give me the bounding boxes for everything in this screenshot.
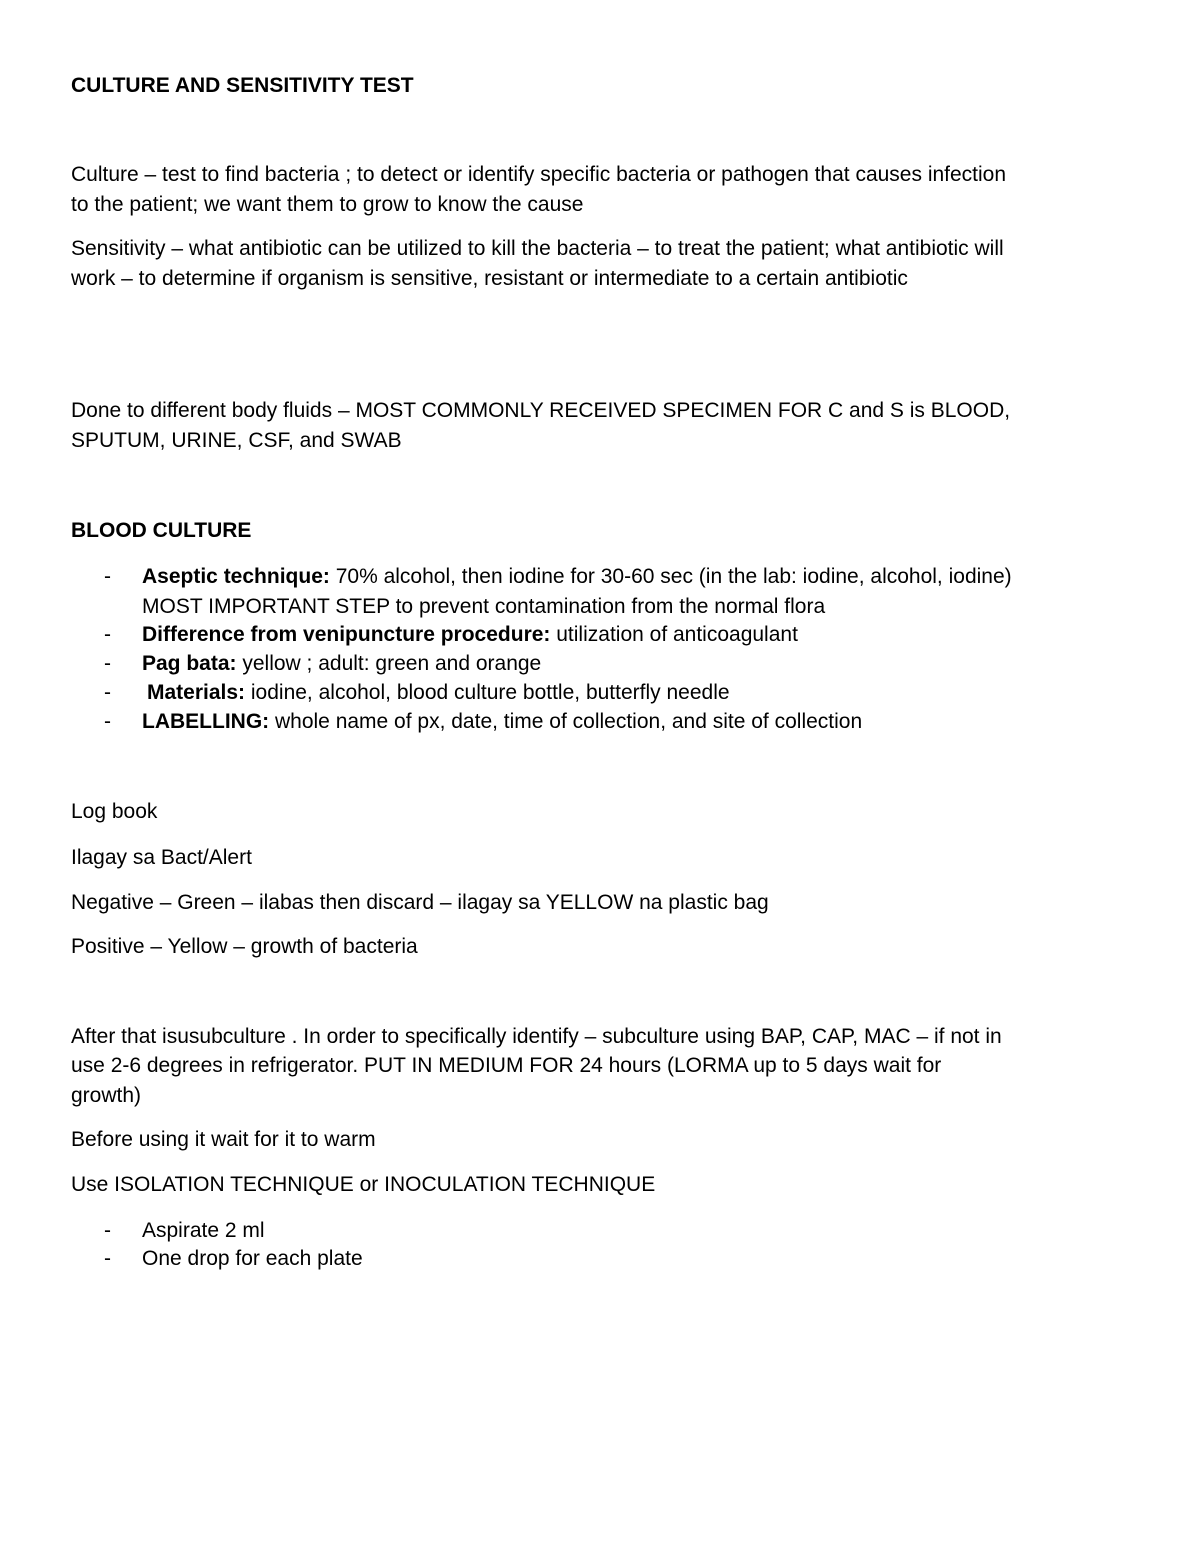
subculture-line-1: After that isusubculture . In order to specifically identify – subculture using BAP, CAP, MAC – if not in xyxy=(71,1025,1002,1048)
list-dash: - xyxy=(104,681,111,704)
list-dash: - xyxy=(104,1247,111,1270)
subculture-line-3: growth) xyxy=(71,1084,142,1107)
list-dash: - xyxy=(104,623,111,646)
item-continuation-text: MOST IMPORTANT STEP to prevent contamination from the normal flora xyxy=(142,595,826,618)
list-dash: - xyxy=(104,1219,111,1242)
culture-definition-line-1: Culture – test to find bacteria ; to detect or identify specific bacteria or pathogen that causes infection xyxy=(71,163,1007,186)
item-text: iodine, alcohol, blood culture bottle, butterfly needle xyxy=(245,681,730,704)
step-text: Aspirate 2 ml xyxy=(142,1219,265,1242)
technique-text: Use ISOLATION TECHNIQUE or INOCULATION TECHNIQUE xyxy=(71,1173,656,1196)
specimens-line-2: SPUTUM, URINE, CSF, and SWAB xyxy=(71,429,402,452)
log-book-text: Log book xyxy=(71,800,158,823)
item-text: 70% alcohol, then iodine for 30-60 sec (in the lab: iodine, alcohol, iodine) xyxy=(329,565,1012,588)
warm-instruction-text: Before using it wait for it to warm xyxy=(71,1128,376,1151)
item-label: Difference from venipuncture procedure: xyxy=(142,623,551,646)
item-text: utilization of anticoagulant xyxy=(550,623,798,646)
list-dash: - xyxy=(104,565,111,588)
specimens-line-1: Done to different body fluids – MOST COMMONLY RECEIVED SPECIMEN FOR C and S is BLOOD, xyxy=(71,399,1011,422)
positive-result-text: Positive – Yellow – growth of bacteria xyxy=(71,935,418,958)
item-label: LABELLING: xyxy=(142,710,270,733)
list-dash: - xyxy=(104,710,111,733)
item-label: Pag bata: xyxy=(142,652,237,675)
blood-culture-heading: BLOOD CULTURE xyxy=(71,519,252,542)
document-title: CULTURE AND SENSITIVITY TEST xyxy=(71,74,414,97)
list-dash: - xyxy=(104,652,111,675)
subculture-line-2: use 2-6 degrees in refrigerator. PUT IN MEDIUM FOR 24 hours (LORMA up to 5 days wait for xyxy=(71,1054,942,1077)
item-text: yellow ; adult: green and orange xyxy=(236,652,542,675)
sensitivity-definition-line-2: work – to determine if organism is sensitive, resistant or intermediate to a certain antibiotic xyxy=(71,267,908,290)
culture-definition-line-2: to the patient; we want them to grow to know the cause xyxy=(71,193,584,216)
sensitivity-definition-line-1: Sensitivity – what antibiotic can be utilized to kill the bacteria – to treat the patient; what antibiotic will xyxy=(71,237,1004,260)
step-text: One drop for each plate xyxy=(142,1247,363,1270)
item-label: Materials: xyxy=(147,681,246,704)
bact-alert-text: Ilagay sa Bact/Alert xyxy=(71,846,252,869)
item-label: Aseptic technique: xyxy=(142,565,330,588)
negative-result-text: Negative – Green – ilabas then discard – ilagay sa YELLOW na plastic bag xyxy=(71,891,769,914)
item-text: whole name of px, date, time of collection, and site of collection xyxy=(269,710,863,733)
